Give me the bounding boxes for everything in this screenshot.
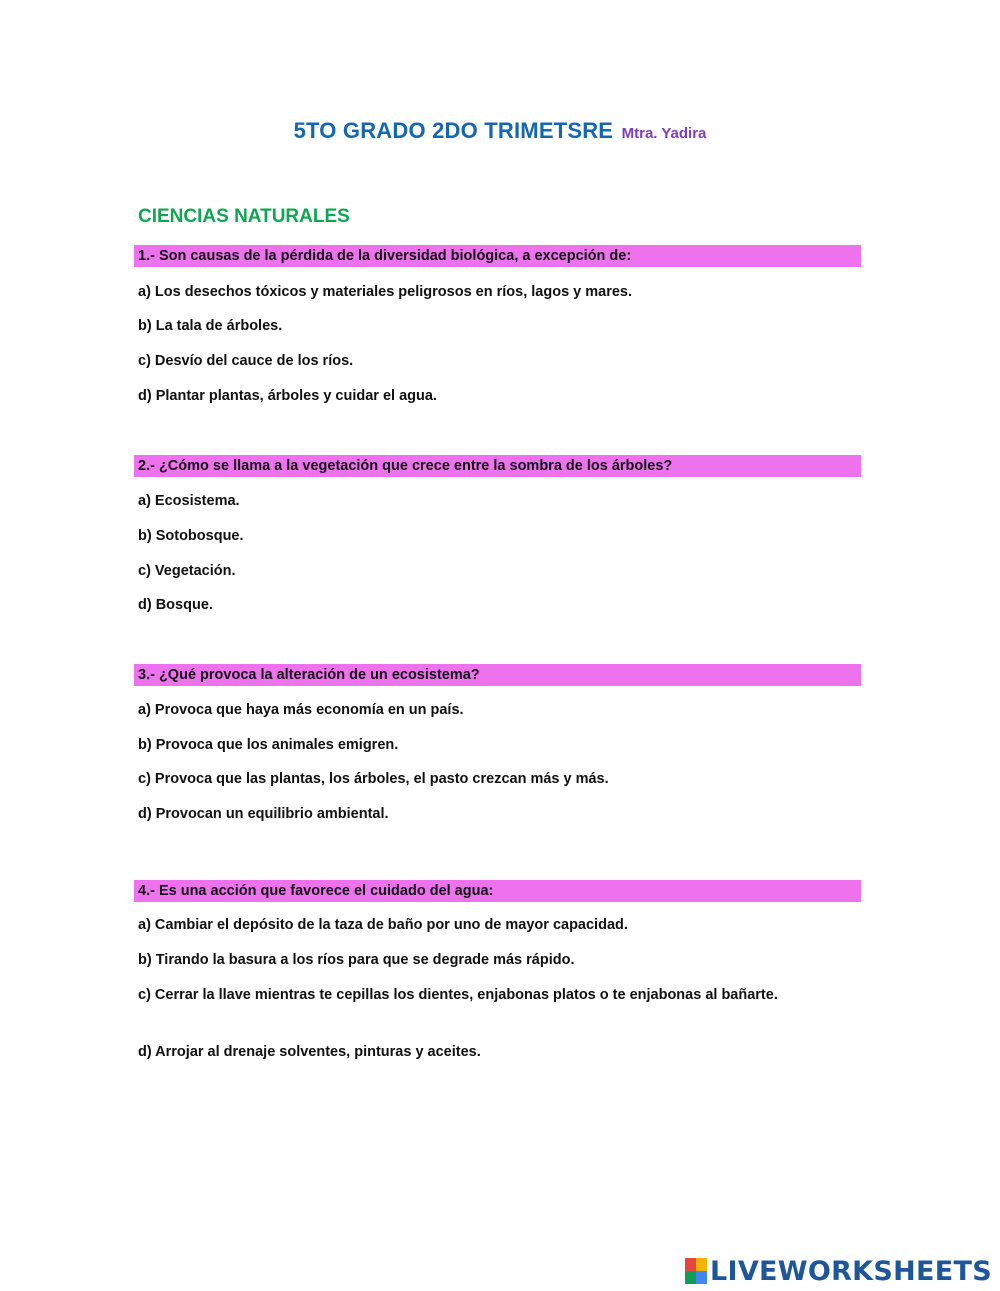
logo-square-e bbox=[696, 1271, 707, 1284]
question-1-option-d[interactable]: d) Plantar plantas, árboles y cuidar el agua. bbox=[138, 388, 437, 404]
question-4-option-c[interactable]: c) Cerrar la llave mientras te cepillas los dientes, enjabonas platos o te enjabonas al bañarte. bbox=[138, 987, 778, 1003]
question-3-option-a[interactable]: a) Provoca que haya más economía en un país. bbox=[138, 702, 464, 718]
liveworksheets-logo-icon bbox=[685, 1258, 707, 1284]
teacher-name: Mtra. Yadira bbox=[621, 125, 707, 142]
liveworksheets-brand-text: LIVEWORKSHEETS bbox=[709, 1255, 992, 1287]
question-2-option-d[interactable]: d) Bosque. bbox=[138, 597, 213, 613]
question-2: 2.- ¿Cómo se llama a la vegetación que crece entre la sombra de los árboles? bbox=[134, 455, 861, 477]
question-4-option-a[interactable]: a) Cambiar el depósito de la taza de baño por uno de mayor capacidad. bbox=[138, 917, 628, 933]
section-heading: CIENCIAS NATURALES bbox=[138, 206, 350, 227]
question-4: 4.- Es una acción que favorece el cuidado del agua: bbox=[134, 880, 861, 902]
question-3-option-d[interactable]: d) Provocan un equilibrio ambiental. bbox=[138, 806, 389, 822]
question-2-option-a[interactable]: a) Ecosistema. bbox=[138, 493, 240, 509]
worksheet-title-line bbox=[0, 118, 1000, 144]
logo-square-l bbox=[685, 1258, 696, 1271]
liveworksheets-logo bbox=[685, 1255, 992, 1287]
logo-square-i bbox=[696, 1258, 707, 1271]
question-4-option-d[interactable]: d) Arrojar al drenaje solventes, pinturas y aceites. bbox=[138, 1044, 481, 1060]
question-1-option-c[interactable]: c) Desvío del cauce de los ríos. bbox=[138, 353, 354, 369]
question-1-option-a[interactable]: a) Los desechos tóxicos y materiales peligrosos en ríos, lagos y mares. bbox=[138, 284, 633, 300]
question-2-option-c[interactable]: c) Vegetación. bbox=[138, 563, 236, 579]
question-1-option-b[interactable]: b) La tala de árboles. bbox=[138, 318, 283, 334]
question-4-option-b[interactable]: b) Tirando la basura a los ríos para que se degrade más rápido. bbox=[138, 952, 575, 968]
question-3-option-b[interactable]: b) Provoca que los animales emigren. bbox=[138, 737, 399, 753]
worksheet-title: 5TO GRADO 2DO TRIMETSRE bbox=[293, 118, 614, 143]
question-1: 1.- Son causas de la pérdida de la diversidad biológica, a excepción de: bbox=[134, 245, 861, 267]
question-3-option-c[interactable]: c) Provoca que las plantas, los árboles, el pasto crezcan más y más. bbox=[138, 771, 609, 787]
logo-square-v bbox=[685, 1271, 696, 1284]
question-3: 3.- ¿Qué provoca la alteración de un ecosistema? bbox=[134, 664, 861, 686]
question-2-option-b[interactable]: b) Sotobosque. bbox=[138, 528, 244, 544]
